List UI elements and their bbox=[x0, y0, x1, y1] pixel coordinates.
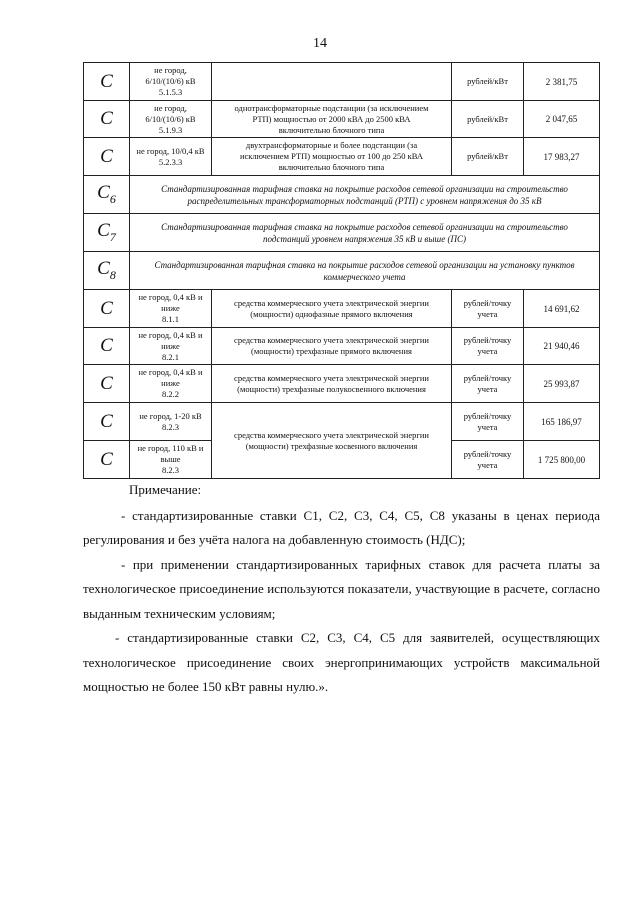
cell-line: включительно блочного типа bbox=[278, 124, 385, 135]
cell-line: Стандартизированная тарифная ставка на покрытие расходов сетевой организации на строительство bbox=[161, 221, 568, 232]
cell-line: средства коммерческого учета электрической энергии bbox=[234, 372, 429, 383]
cell-line: подстанций уровнем напряжения 35 кВ и выше (ПС) bbox=[263, 233, 466, 244]
standard-description bbox=[130, 176, 600, 214]
cell-line: исключением РТП) мощностью от 100 до 250 кВА bbox=[239, 151, 424, 161]
cell-line: рублей/кВт bbox=[467, 113, 508, 124]
page-number: 14 bbox=[313, 36, 327, 51]
unit-cell bbox=[452, 365, 524, 403]
symbol-index: 8 bbox=[109, 267, 116, 282]
tariff-symbol bbox=[84, 365, 130, 403]
tariff-symbol bbox=[84, 441, 130, 479]
table-row bbox=[84, 290, 600, 328]
value-cell: 25 993,87 bbox=[524, 365, 600, 403]
tariff-symbol bbox=[84, 101, 130, 138]
cell-line: 8.2.2 bbox=[162, 389, 179, 399]
value-cell: 14 691,62 bbox=[524, 290, 600, 328]
cell-line: 5.1.5.3 bbox=[158, 87, 183, 97]
unit-cell bbox=[452, 441, 524, 479]
symbol-letter: C bbox=[100, 448, 113, 470]
cell-line: не город, bbox=[154, 65, 187, 75]
description-cell bbox=[212, 63, 452, 101]
area-cell bbox=[130, 290, 212, 328]
cell-line: 8.1.1 bbox=[162, 314, 179, 324]
description-cell bbox=[212, 403, 452, 479]
area-cell bbox=[130, 101, 212, 138]
cell-line: рублей/точку bbox=[463, 372, 512, 383]
symbol-letter: C bbox=[100, 108, 113, 129]
cell-line: рублей/точку bbox=[463, 448, 512, 459]
unit-cell bbox=[452, 290, 524, 328]
area-cell bbox=[130, 328, 212, 365]
cell-line: двухтрансформаторные и более подстанции (за bbox=[245, 140, 418, 150]
cell-line: рублей/точку bbox=[463, 335, 512, 345]
description-cell bbox=[212, 290, 452, 328]
cell-line: ниже bbox=[161, 303, 180, 313]
value-cell: 165 186,97 bbox=[524, 403, 600, 441]
tariff-table bbox=[83, 62, 600, 479]
value-cell: 1 725 800,00 bbox=[524, 441, 600, 479]
cell-line: включительно блочного типа bbox=[278, 162, 385, 172]
notes-section bbox=[83, 478, 600, 700]
symbol-letter: C bbox=[100, 145, 113, 167]
unit-cell bbox=[452, 328, 524, 365]
tariff-symbol bbox=[84, 63, 130, 101]
cell-line: средства коммерческого учета электрической энергии bbox=[234, 429, 429, 440]
table-row bbox=[84, 403, 600, 441]
cell-line: не город, 10/0,4 кВ bbox=[136, 145, 205, 156]
cell-line: ниже bbox=[161, 378, 180, 388]
cell-line: не город, 0,4 кВ и bbox=[138, 329, 203, 340]
cell-line: не город, 0,4 кВ и bbox=[138, 367, 203, 377]
description-cell bbox=[212, 365, 452, 403]
cell-line: 5.2.3.3 bbox=[158, 156, 183, 167]
standard-row bbox=[84, 214, 600, 252]
area-cell bbox=[130, 365, 212, 403]
cell-line: 6/10/(10/6) кВ bbox=[145, 113, 196, 124]
area-cell bbox=[130, 441, 212, 479]
description-cell bbox=[212, 138, 452, 176]
value-cell: 2 381,75 bbox=[524, 63, 600, 101]
cell-line: учета bbox=[477, 383, 498, 394]
cell-line: не город, 0,4 кВ и bbox=[138, 292, 203, 302]
unit-cell bbox=[452, 138, 524, 176]
cell-line: 5.1.9.3 bbox=[158, 124, 183, 135]
cell-line: (мощности) трехфазные прямого включения bbox=[251, 346, 412, 356]
area-cell bbox=[130, 403, 212, 441]
cell-line: не город, 110 кВ и bbox=[137, 443, 204, 453]
unit-cell bbox=[452, 63, 524, 101]
cell-line: 6/10/(10/6) кВ bbox=[145, 76, 196, 86]
area-cell bbox=[130, 138, 212, 176]
table-row bbox=[84, 328, 600, 365]
cell-line: рублей/кВт bbox=[467, 76, 508, 86]
cell-line: коммерческого учета bbox=[323, 271, 406, 282]
cell-line: учета bbox=[477, 459, 498, 470]
cell-line: 8.2.3 bbox=[162, 421, 179, 432]
table-row bbox=[84, 365, 600, 403]
symbol-letter: C bbox=[97, 258, 110, 280]
cell-line: Стандартизированная тарифная ставка на покрытие расходов сетевой организации на установку пунктов bbox=[154, 259, 575, 270]
tariff-symbol bbox=[84, 403, 130, 441]
symbol-index: 6 bbox=[109, 191, 116, 206]
cell-line: учета bbox=[477, 421, 498, 432]
symbol-letter: C bbox=[97, 220, 110, 242]
cell-line: Стандартизированная тарифная ставка на покрытие расходов сетевой организации на строительство bbox=[161, 183, 568, 194]
symbol-letter: C bbox=[97, 182, 110, 204]
note-item: - стандартизированные ставки С1, С2, С3, С4, С5, С8 указаны в ценах периода регулирования и без учёта налога на добавленную стоимость (НДС); bbox=[83, 507, 600, 547]
cell-line: не город, bbox=[154, 102, 187, 113]
note-item: - при применении стандартизированных тарифных ставок для расчета платы за технологическое присоединение используются показатели, участвующие в расчете, согласно выданным техническим условиям; bbox=[83, 556, 600, 621]
symbol-letter: C bbox=[100, 297, 113, 319]
cell-line: средства коммерческого учета электрической энергии bbox=[234, 335, 429, 345]
cell-line: рублей/точку bbox=[463, 297, 512, 308]
table-row bbox=[84, 63, 600, 101]
area-cell bbox=[130, 63, 212, 101]
cell-line: 8.2.1 bbox=[162, 351, 179, 362]
cell-line: (мощности) однофазные прямого включения bbox=[250, 308, 413, 319]
cell-line: РТП) мощностью от 2000 кВА до 2500 кВА bbox=[252, 113, 411, 124]
description-cell bbox=[212, 101, 452, 138]
note-item: - стандартизированные ставки С2, С3, С4, С5 для заявителей, осуществляющих технологическое присоединение своих энергопринимающих устройств максимальной мощностью не более 150 кВт равны нулю.». bbox=[83, 630, 600, 694]
standard-row bbox=[84, 252, 600, 290]
unit-cell bbox=[452, 101, 524, 138]
standard-description bbox=[130, 214, 600, 252]
cell-line: выше bbox=[160, 454, 181, 464]
symbol-letter: C bbox=[100, 372, 113, 394]
value-cell: 21 940,46 bbox=[524, 328, 600, 365]
cell-line: не город, 1-20 кВ bbox=[139, 410, 202, 421]
description-cell bbox=[212, 328, 452, 365]
cell-line: учета bbox=[477, 308, 498, 319]
value-cell: 2 047,65 bbox=[524, 101, 600, 138]
table-row bbox=[84, 138, 600, 176]
standard-description bbox=[130, 252, 600, 290]
symbol-letter: C bbox=[100, 70, 113, 92]
cell-line: однотрансформаторные подстанции (за исключением bbox=[234, 102, 429, 113]
symbol-letter: C bbox=[100, 335, 113, 356]
standard-row bbox=[84, 176, 600, 214]
symbol-index: 7 bbox=[109, 229, 116, 244]
unit-cell bbox=[452, 403, 524, 441]
cell-line: (мощности) трехфазные полукосвенного включения bbox=[237, 383, 426, 394]
value-cell: 17 983,27 bbox=[524, 138, 600, 176]
notes-title: Примечание: bbox=[129, 482, 202, 497]
tariff-symbol bbox=[84, 214, 130, 252]
tariff-symbol bbox=[84, 290, 130, 328]
tariff-symbol bbox=[84, 176, 130, 214]
symbol-letter: C bbox=[100, 410, 113, 432]
table-row bbox=[84, 101, 600, 138]
cell-line: рублей/точку bbox=[463, 410, 512, 421]
cell-line: учета bbox=[477, 346, 498, 356]
cell-line: ниже bbox=[161, 340, 180, 351]
tariff-symbol bbox=[84, 328, 130, 365]
cell-line: средства коммерческого учета электрической энергии bbox=[234, 297, 429, 308]
cell-line: 8.2.3 bbox=[162, 465, 179, 475]
tariff-symbol bbox=[84, 138, 130, 176]
cell-line: рублей/кВт bbox=[467, 151, 508, 161]
cell-line: распределительных трансформаторных подстанций (РТП) с уровнем напряжения до 35 кВ bbox=[187, 195, 542, 206]
cell-line: (мощности) трехфазные косвенного включения bbox=[245, 440, 418, 451]
tariff-symbol bbox=[84, 252, 130, 290]
